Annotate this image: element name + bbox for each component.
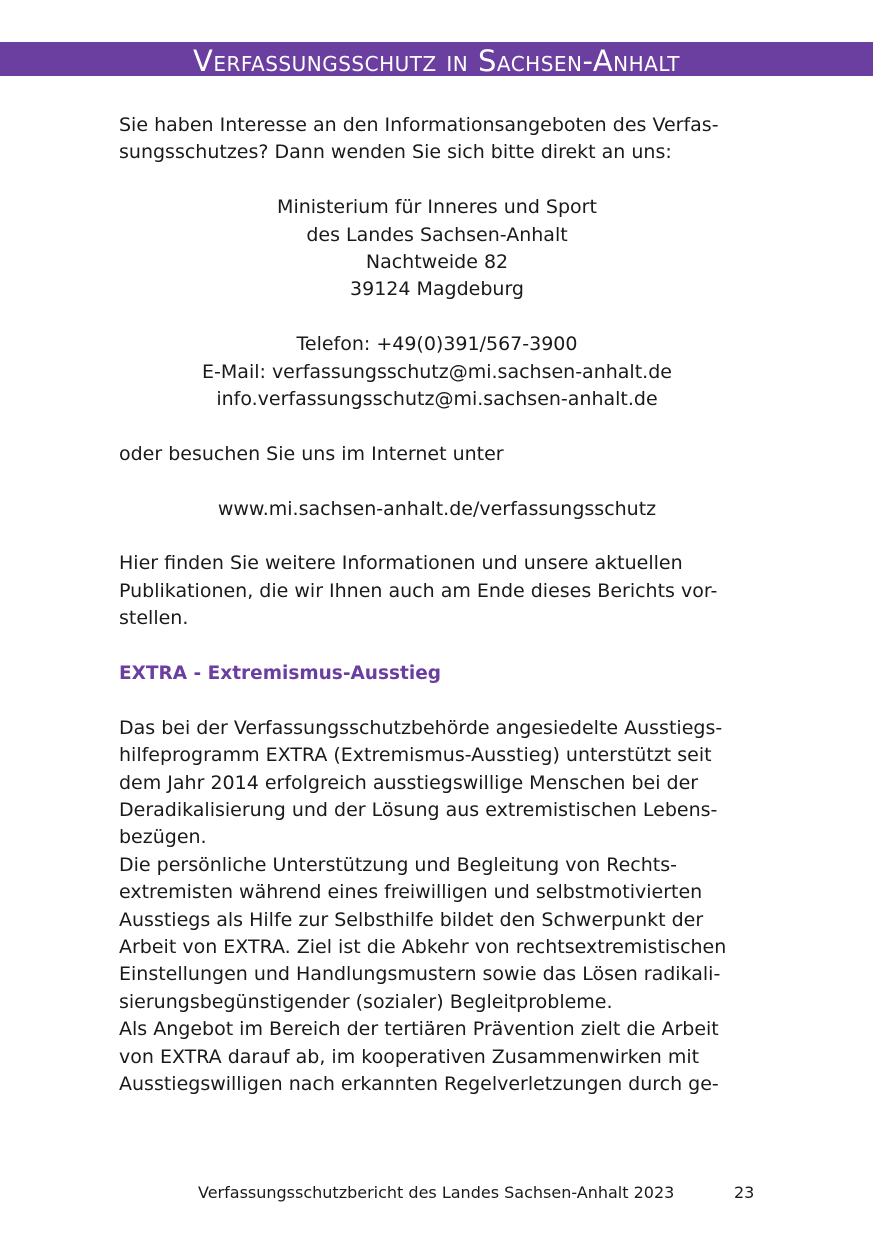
intro-line: Sie haben Interesse an den Informationsangeboten des Verfas- (119, 114, 719, 136)
footer-title: Verfassungsschutzbericht des Landes Sachsen-Anhalt 2023 (198, 1183, 675, 1202)
page-content (119, 112, 755, 1099)
info-line: Hier finden Sie weitere Informationen und unsere aktuellen (119, 552, 683, 575)
body-line: dem Jahr 2014 erfolgreich ausstiegswillige Menschen bei der (119, 771, 699, 794)
contact-block (119, 331, 755, 413)
body-line: Als Angebot im Bereich der tertiären Prävention zielt die Arbeit (119, 1018, 719, 1041)
address-line: Nachtweide 82 (365, 251, 509, 274)
section-header-bar (0, 42, 873, 76)
internet-lead: oder besuchen Sie uns im Internet unter (119, 442, 504, 465)
email-line: E-Mail: verfassungsschutz@mi.sachsen-anhalt.de (202, 360, 672, 383)
body-line: sierungsbegünstigender (sozialer) Begleitprobleme. (119, 990, 613, 1013)
info-line: Publikationen, die wir Ihnen auch am Ende dieses Berichts vor- (119, 579, 718, 602)
info-line: stellen. (119, 607, 189, 630)
page-number: 23 (734, 1183, 755, 1202)
address-line: des Landes Sachsen-Anhalt (306, 223, 568, 246)
page-footer (0, 1181, 875, 1205)
body-line: Ausstiegs als Hilfe zur Selbsthilfe bildet den Schwerpunkt der (119, 908, 704, 931)
body-line: Das bei der Verfassungsschutzbehörde angesiedelte Ausstiegs- (119, 716, 723, 739)
body-line: Einstellungen und Handlungsmustern sowie das Lösen radikali- (119, 963, 721, 986)
body-line: extremisten während eines freiwilligen und selbstmotivierten (119, 881, 703, 904)
email-line: info.verfassungsschutz@mi.sachsen-anhalt.de (216, 388, 658, 411)
extra-heading: EXTRA - Extremismus-Ausstieg (119, 663, 441, 685)
address-line: 39124 Magdeburg (350, 278, 524, 301)
body-line: Ausstiegswilligen nach erkannten Regelverletzungen durch ge- (119, 1073, 719, 1096)
body-line: Deradikalisierung und der Lösung aus extremistischen Lebens- (119, 799, 718, 822)
address-block (119, 194, 755, 304)
body-line: bezügen. (119, 826, 207, 849)
address-line: Ministerium für Inneres und Sport (277, 196, 597, 219)
section-title: Verfassungsschutz in Sachsen-Anhalt (193, 44, 680, 78)
extra-body (119, 715, 755, 1099)
website-link[interactable]: www.mi.sachsen-anhalt.de/verfassungsschutz (217, 497, 657, 520)
body-line: Die persönliche Unterstützung und Begleitung von Rechts- (119, 853, 677, 876)
body-line: Arbeit von EXTRA. Ziel ist die Abkehr von rechtsextremistischen (119, 936, 727, 959)
body-line: hilfeprogramm EXTRA (Extremismus-Ausstieg) unterstützt seit (119, 744, 712, 767)
intro-line: sungsschutzes? Dann wenden Sie sich bitte direkt an uns: (119, 141, 672, 164)
body-line: von EXTRA darauf ab, im kooperativen Zusammenwirken mit (119, 1045, 700, 1068)
phone-line: Telefon: +49(0)391/567-3900 (296, 333, 578, 356)
